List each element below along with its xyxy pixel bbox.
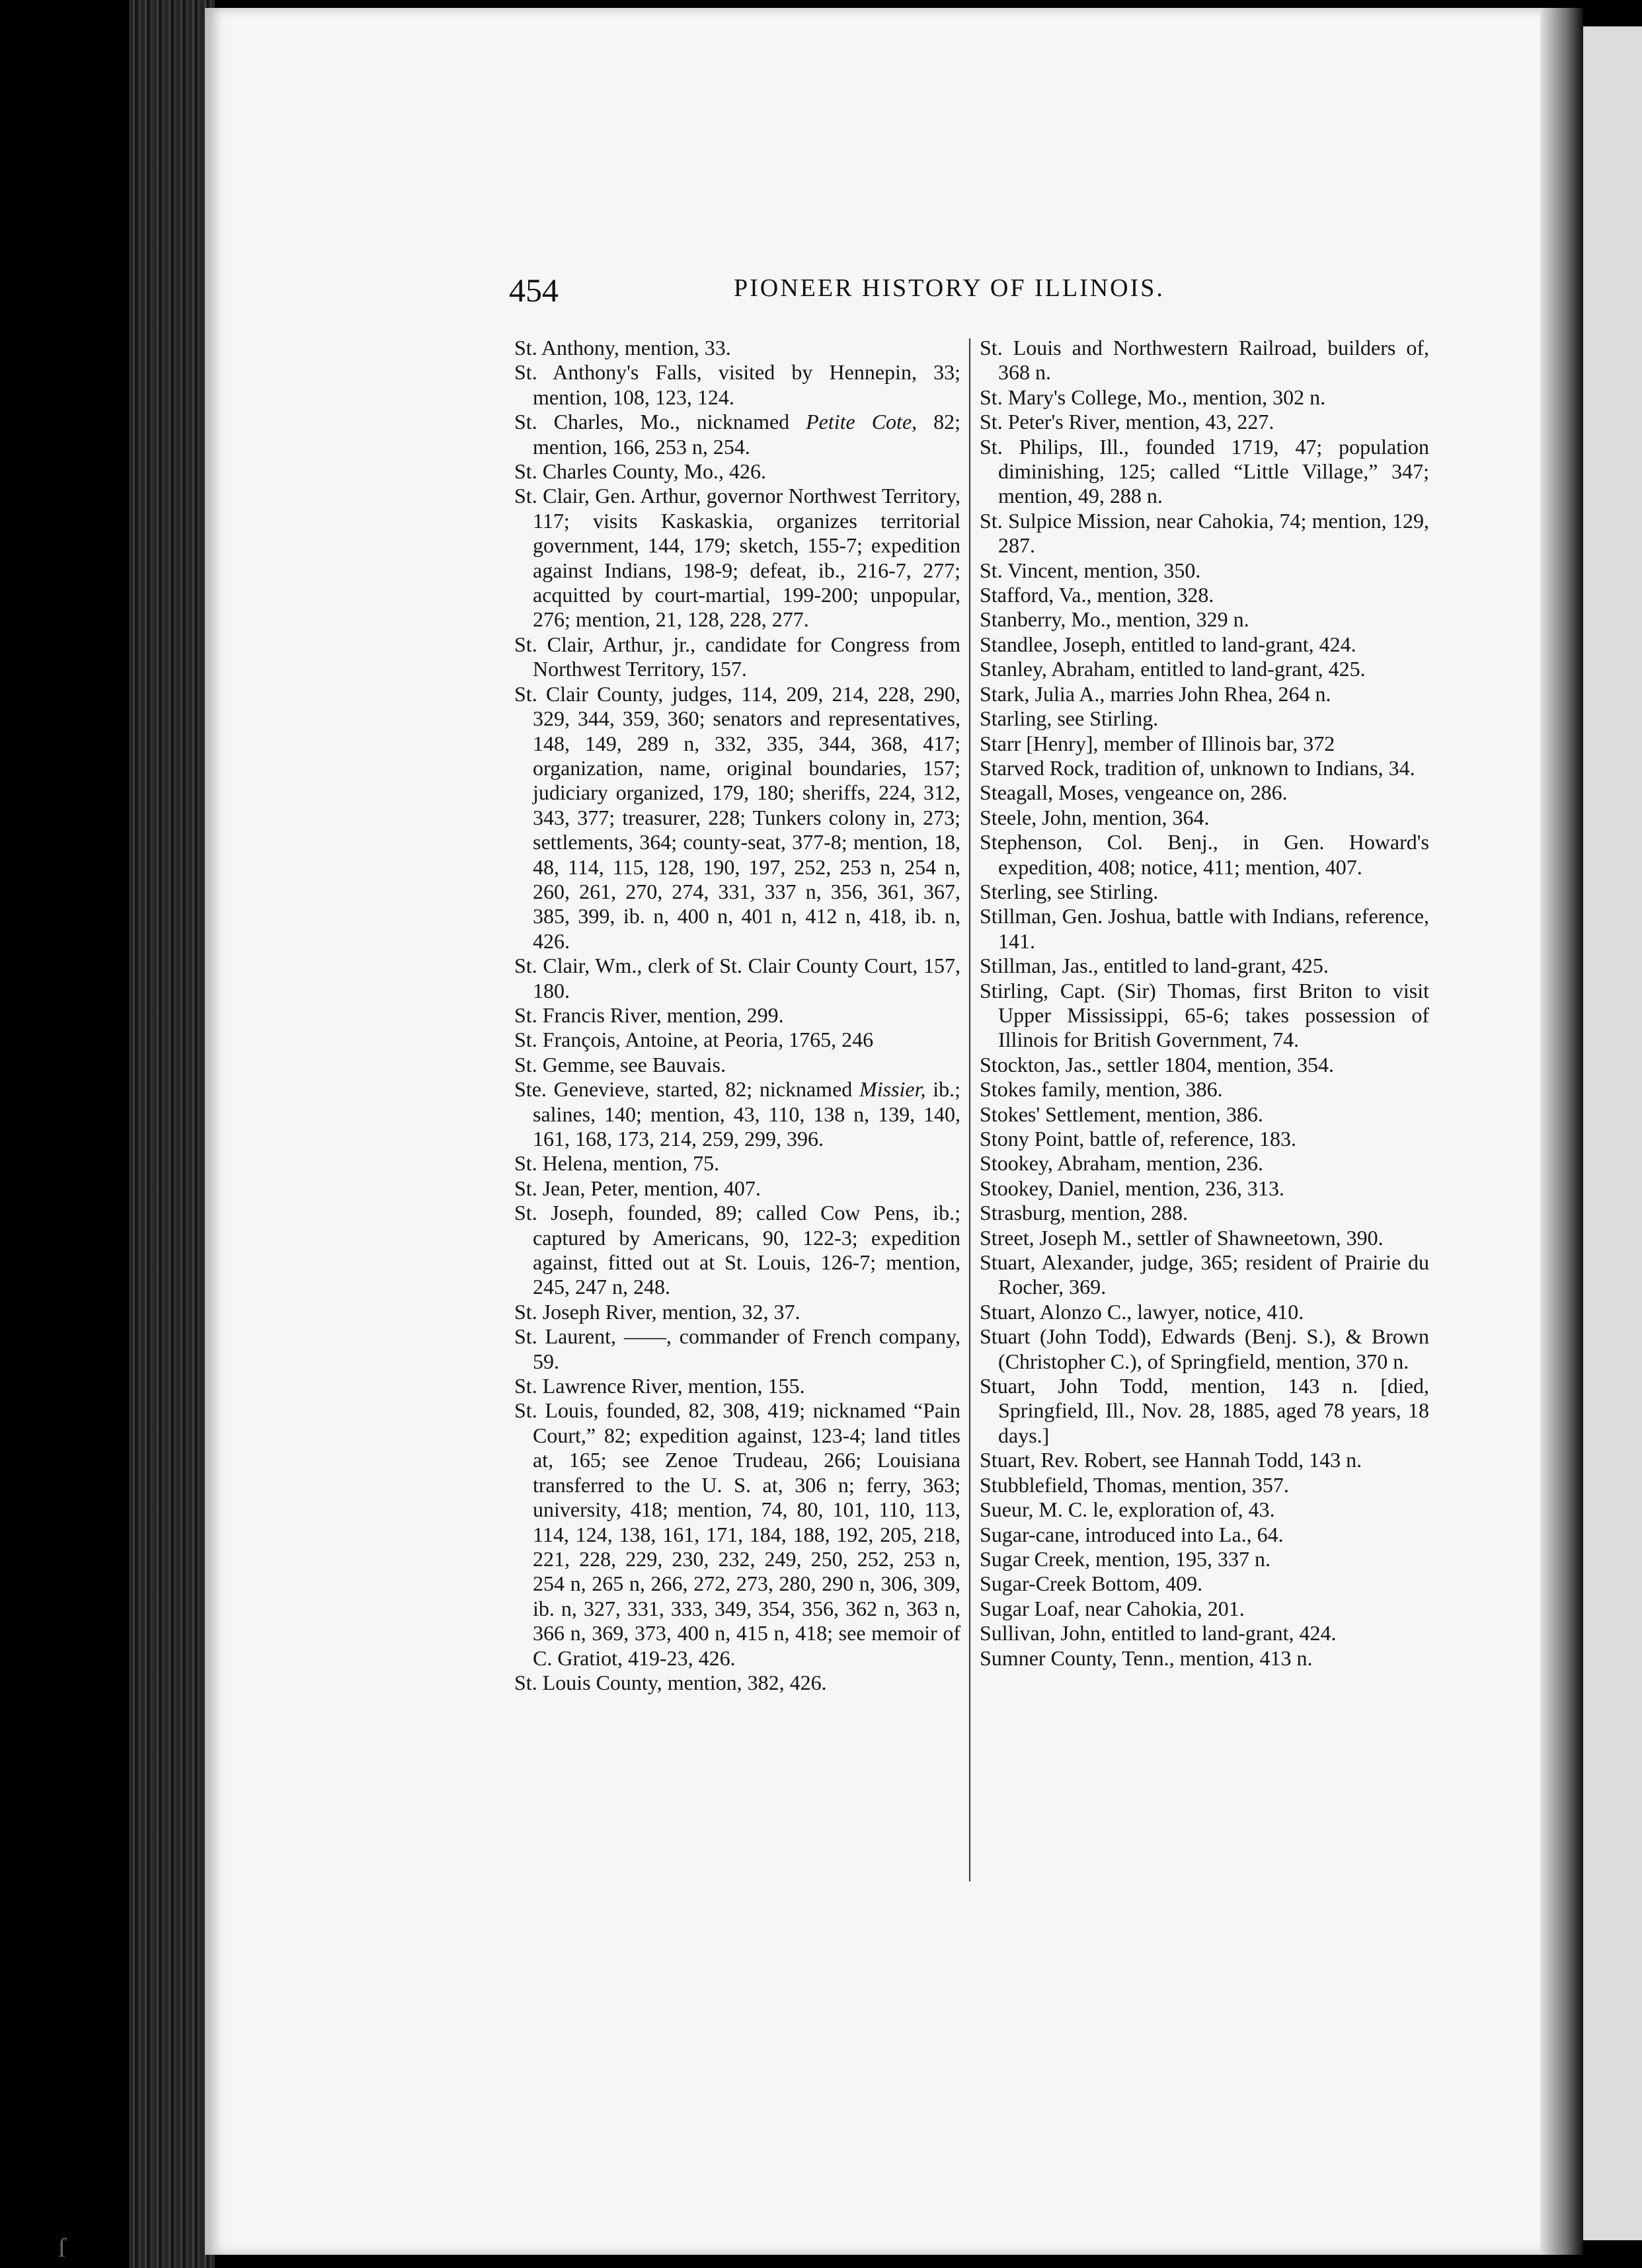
- book-page-edges: [129, 0, 215, 2268]
- index-entry: Stony Point, battle of, reference, 183.: [980, 1127, 1296, 1151]
- index-entry: St. Jean, Peter, mention, 407.: [514, 1176, 761, 1200]
- index-entry: Stanley, Abraham, entitled to land-grant, 425.: [980, 657, 1366, 681]
- entry-text: St. Charles, Mo., nicknamed: [514, 410, 806, 434]
- index-entry: Starved Rock, tradition of, unknown to Indians, 34.: [980, 755, 1415, 780]
- index-entry: Stuart, Rev. Robert, see Hannah Todd, 143 n.: [980, 1448, 1362, 1472]
- index-entry: Starr [Henry], member of Illinois bar, 372: [980, 731, 1335, 755]
- index-entry: Sullivan, John, entitled to land-grant, 424.: [980, 1621, 1337, 1645]
- page-number: 454: [509, 272, 559, 309]
- index-entry: Stuart, Alonzo C., lawyer, notice, 410.: [980, 1299, 1304, 1324]
- index-entry: Standlee, Joseph, entitled to land-grant, 424.: [980, 632, 1356, 656]
- index-entry: St. Gemme, see Bauvais.: [514, 1052, 726, 1077]
- index-entry: Stookey, Abraham, mention, 236.: [980, 1151, 1263, 1176]
- index-entry: St. Anthony's Falls, visited by Hennepin, 33; mention, 108, 123, 124.: [514, 360, 960, 409]
- index-entry: Stark, Julia A., marries John Rhea, 264 n.: [980, 681, 1331, 706]
- index-entry: Stuart (John Todd), Edwards (Benj. S.), & Brown (Christopher C.), of Springfield, mention, 370 n.: [980, 1324, 1429, 1373]
- scan-artifact-mark: ſ: [58, 2233, 66, 2263]
- index-entry: St. Louis, founded, 82, 308, 419; nicknamed “Pain Court,” 82; expedition against, 123-4; land titles at, 165; see Zenoe Trudeau, 266; Louisiana transferred to the U. S. at, 306 n; ferry, 363; university, 418; mention, 74, 80, 101, 110, 113, 114, 124, 138, 161, 171, 184, 188, 192, 205, 218, 221, 228, 229, 230, 232, 249, 250, 252, 253 n, 254 n, 265 n, 266, 272, 273, 280, 290 n, 306, 309, ib. n, 327, 331, 333, 349, 354, 356, 362 n, 363 n, 366 n, 369, 373, 400 n, 415 n, 418; see memoir of C. Gratiot, 419-23, 426.: [514, 1398, 960, 1670]
- index-entry: St. Sulpice Mission, near Cahokia, 74; mention, 129, 287.: [980, 508, 1429, 558]
- index-entry: Stillman, Jas., entitled to land-grant, 425.: [980, 954, 1329, 978]
- index-entry: [514, 410, 960, 459]
- index-entry: St. Peter's River, mention, 43, 227.: [980, 410, 1274, 434]
- index-entry: Sugar Loaf, near Cahokia, 201.: [980, 1596, 1245, 1620]
- index-entry: St. Joseph, founded, 89; called Cow Pens, ib.; captured by Americans, 90, 122-3; expedition against, fitted out at St. Louis, 126-7; mention, 245, 247 n, 248.: [514, 1201, 960, 1299]
- index-entry: St. Clair County, judges, 114, 209, 214, 228, 290, 329, 344, 359, 360; senators and representatives, 148, 149, 289 n, 332, 335, 344, 368, 417; organization, name, original boundaries, 157; judiciary organized, 179, 180; sheriffs, 224, 312, 343, 377; treasurer, 228; Tunkers colony in, 273; settlements, 364; county-seat, 377-8; mention, 18, 48, 114, 115, 128, 190, 197, 252, 253 n, 254 n, 260, 261, 270, 274, 331, 337 n, 356, 361, 367, 385, 399, ib. n, 400 n, 401 n, 412 n, 418, ib. n, 426.: [514, 681, 960, 953]
- page-title: PIONEER HISTORY OF ILLINOIS.: [734, 274, 1165, 302]
- gutter-shadow: [1540, 8, 1583, 2255]
- facing-page-edge: [1583, 26, 1642, 2240]
- index-entry: Steagall, Moses, vengeance on, 286.: [980, 780, 1288, 805]
- index-entry: Strasburg, mention, 288.: [980, 1201, 1188, 1225]
- index-entry: St. Laurent, ——, commander of French company, 59.: [514, 1324, 960, 1373]
- index-entry: Stanberry, Mo., mention, 329 n.: [980, 607, 1249, 632]
- index-entry: St. Louis and Northwestern Railroad, builders of, 368 n.: [980, 336, 1429, 385]
- index-entry: St. Lawrence River, mention, 155.: [514, 1374, 805, 1398]
- index-entry: Stookey, Daniel, mention, 236, 313.: [980, 1176, 1284, 1200]
- index-entry: St. Clair, Wm., clerk of St. Clair County Court, 157, 180.: [514, 954, 960, 1002]
- index-entry: St. Helena, mention, 75.: [514, 1151, 720, 1176]
- index-entry: St. François, Antoine, at Peoria, 1765, 246: [514, 1028, 874, 1052]
- index-entry: Stephenson, Col. Benj., in Gen. Howard's expedition, 408; notice, 411; mention, 407.: [980, 830, 1429, 879]
- index-entry: Stirling, Capt. (Sir) Thomas, first Briton to visit Upper Mississippi, 65-6; takes possession of Illinois for British Government, 74.: [980, 978, 1429, 1052]
- index-entry: Stockton, Jas., settler 1804, mention, 354.: [980, 1052, 1334, 1077]
- index-column-right: [980, 336, 1429, 1671]
- index-entry: Stuart, Alexander, judge, 365; resident of Prairie du Rocher, 369.: [980, 1250, 1429, 1299]
- index-entry: Stokes family, mention, 386.: [980, 1077, 1223, 1102]
- entry-text: ib.; salines, 140; mention, 43, 110, 138 n, 139, 140, 161, 168, 173, 214, 259, 299, 396.: [533, 1077, 961, 1151]
- index-entry: Stuart, John Todd, mention, 143 n. [died, Springfield, Ill., Nov. 28, 1885, aged 78 years, 18 days.]: [980, 1374, 1429, 1447]
- index-entry: Sugar-Creek Bottom, 409.: [980, 1571, 1203, 1596]
- index-entry: St. Vincent, mention, 350.: [980, 558, 1201, 582]
- index-entry: Sugar-cane, introduced into La., 64.: [980, 1522, 1284, 1546]
- entry-text: Ste. Genevieve, started, 82; nicknamed: [514, 1077, 860, 1102]
- index-entry: St. Francis River, mention, 299.: [514, 1002, 784, 1027]
- index-entry: Stillman, Gen. Joshua, battle with Indians, reference, 141.: [980, 904, 1429, 953]
- index-entry: Starling, see Stirling.: [980, 706, 1159, 731]
- running-head: [509, 271, 1210, 317]
- index-entry: Sumner County, Tenn., mention, 413 n.: [980, 1645, 1313, 1670]
- index-entry: Steele, John, mention, 364.: [980, 805, 1210, 829]
- index-entry: St. Anthony, mention, 33.: [514, 336, 731, 359]
- index-entry: Sterling, see Stirling.: [980, 879, 1159, 903]
- index-entry: Stafford, Va., mention, 328.: [980, 583, 1214, 607]
- index-entry: St. Mary's College, Mo., mention, 302 n.: [980, 385, 1326, 409]
- index-entry: St. Charles County, Mo., 426.: [514, 459, 767, 484]
- index-entry: Street, Joseph M., settler of Shawneetown, 390.: [980, 1225, 1384, 1250]
- index-entry: Sugar Creek, mention, 195, 337 n.: [980, 1546, 1271, 1571]
- entry-nickname-italic: Missier,: [859, 1077, 926, 1102]
- index-entry: St. Clair, Gen. Arthur, governor Northwest Territory, 117; visits Kaskaskia, organizes territorial government, 144, 179; sketch, 155-7; expedition against Indians, 198-9; defeat, ib., 216-7, 277; acquitted by court-martial, 199-200; unpopular, 276; mention, 21, 128, 228, 277.: [514, 484, 960, 632]
- index-entry: Stokes' Settlement, mention, 386.: [980, 1102, 1263, 1126]
- index-entry: Stubblefield, Thomas, mention, 357.: [980, 1472, 1289, 1497]
- column-divider: [969, 338, 970, 1881]
- index-entry: [514, 1077, 960, 1151]
- index-column-left: [514, 336, 960, 1695]
- index-entry: St. Joseph River, mention, 32, 37.: [514, 1299, 801, 1324]
- index-entry: St. Philips, Ill., founded 1719, 47; population diminishing, 125; called “Little Village,” 347; mention, 49, 288 n.: [980, 434, 1429, 508]
- entry-nickname-italic: Petite Cote,: [806, 410, 918, 434]
- index-entry: Sueur, M. C. le, exploration of, 43.: [980, 1497, 1275, 1522]
- index-entry: St. Clair, Arthur, jr., candidate for Congress from Northwest Territory, 157.: [514, 632, 960, 681]
- entry-text: 82; mention, 166, 253 n, 254.: [533, 410, 961, 459]
- index-entry: St. Louis County, mention, 382, 426.: [514, 1670, 827, 1694]
